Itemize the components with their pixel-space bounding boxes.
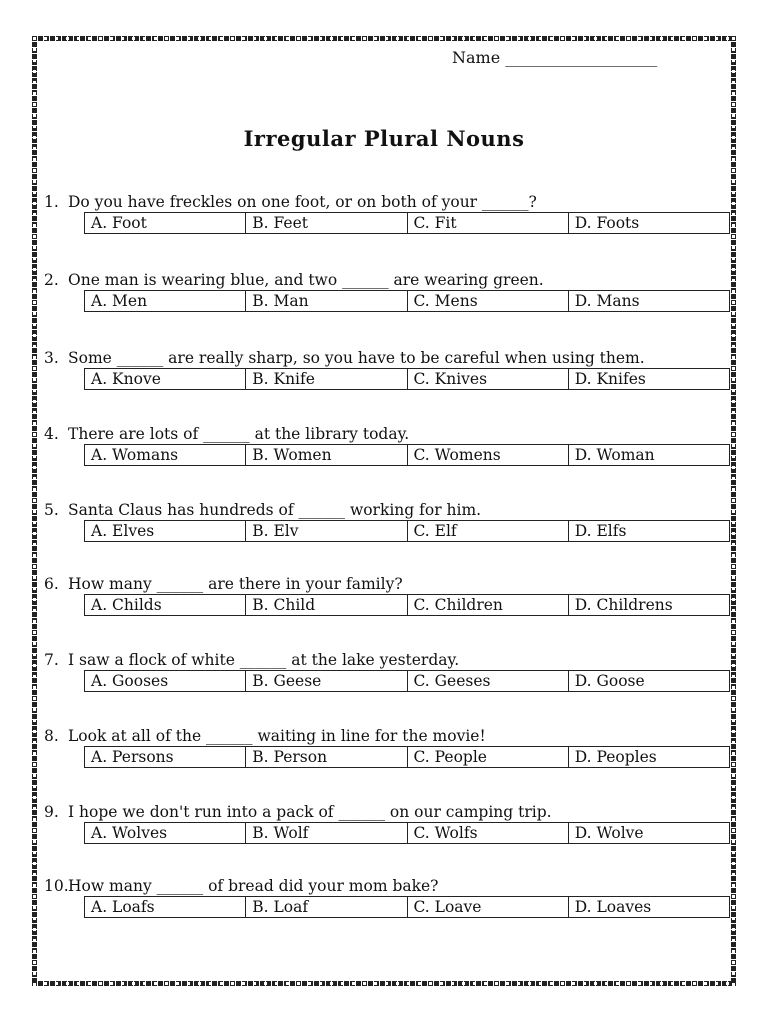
question-text: Santa Claus has hundreds of ______ working for him. [68, 501, 482, 519]
question-4 [44, 424, 734, 466]
answer-choices [84, 444, 730, 466]
choice-c[interactable]: C. Knives [408, 369, 569, 389]
choice-d[interactable]: D. Foots [574, 214, 640, 232]
question-number: 8. [44, 727, 59, 745]
choice-a[interactable]: A. Elves [85, 521, 246, 541]
choice-a[interactable]: A. Womans [85, 445, 246, 465]
choice-d[interactable]: D. Woman [574, 446, 655, 464]
question-text: There are lots of ______ at the library today. [68, 425, 410, 443]
choice-a[interactable]: A. Persons [85, 747, 246, 767]
question-prompt [44, 348, 734, 368]
question-number: 6. [44, 575, 59, 593]
question-text: Do you have freckles on one foot, or on both of your ______? [68, 193, 537, 211]
question-prompt [44, 192, 734, 212]
choice-b[interactable]: B. Person [246, 747, 407, 767]
question-text: I hope we don't run into a pack of ______ on our camping trip. [68, 803, 552, 821]
question-text: Look at all of the ______ waiting in line for the movie! [68, 727, 486, 745]
choice-c[interactable]: C. Fit [408, 213, 569, 233]
answer-choices [84, 746, 730, 768]
choice-d[interactable]: D. Goose [574, 672, 645, 690]
answer-choices [84, 896, 730, 918]
question-number: 7. [44, 651, 59, 669]
choice-b[interactable]: B. Women [246, 445, 407, 465]
choice-c[interactable]: C. Geeses [408, 671, 569, 691]
question-prompt [44, 802, 734, 822]
choice-d[interactable]: D. Elfs [574, 522, 627, 540]
question-1 [44, 192, 734, 234]
question-8 [44, 726, 734, 768]
choice-a[interactable]: A. Men [85, 291, 246, 311]
question-text: Some ______ are really sharp, so you have to be careful when using them. [68, 349, 645, 367]
choice-d[interactable]: D. Knifes [574, 370, 646, 388]
border-left [32, 36, 37, 986]
choice-d[interactable]: D. Wolve [574, 824, 644, 842]
question-prompt [44, 424, 734, 444]
question-text: One man is wearing blue, and two ______ are wearing green. [68, 271, 544, 289]
border-top [32, 36, 736, 41]
choice-b[interactable]: B. Geese [246, 671, 407, 691]
question-text: How many ______ of bread did your mom bake? [68, 877, 439, 895]
question-prompt [44, 500, 734, 520]
question-number: 1. [44, 193, 59, 211]
choice-c[interactable]: C. Wolfs [408, 823, 569, 843]
choice-c[interactable]: C. Womens [408, 445, 569, 465]
question-text: How many ______ are there in your family? [68, 575, 403, 593]
question-9 [44, 802, 734, 844]
choice-b[interactable]: B. Knife [246, 369, 407, 389]
question-7 [44, 650, 734, 692]
question-number: 3. [44, 349, 59, 367]
choice-a[interactable]: A. Loafs [85, 897, 246, 917]
answer-choices [84, 290, 730, 312]
choice-c[interactable]: C. Mens [408, 291, 569, 311]
question-prompt [44, 270, 734, 290]
choice-c[interactable]: C. Loave [408, 897, 569, 917]
question-2 [44, 270, 734, 312]
question-prompt [44, 574, 734, 594]
choice-d[interactable]: D. Loaves [574, 898, 652, 916]
answer-choices [84, 212, 730, 234]
choice-b[interactable]: B. Loaf [246, 897, 407, 917]
worksheet-title: Irregular Plural Nouns [243, 126, 525, 151]
choice-d[interactable]: D. Peoples [574, 748, 657, 766]
choice-c[interactable]: C. Children [408, 595, 569, 615]
answer-choices [84, 594, 730, 616]
question-5 [44, 500, 734, 542]
answer-choices [84, 822, 730, 844]
question-number: 5. [44, 501, 59, 519]
question-10 [44, 876, 734, 918]
choice-d[interactable]: D. Mans [574, 292, 640, 310]
choice-b[interactable]: B. Man [246, 291, 407, 311]
question-3 [44, 348, 734, 390]
choice-b[interactable]: B. Wolf [246, 823, 407, 843]
choice-c[interactable]: C. People [408, 747, 569, 767]
question-number: 2. [44, 271, 59, 289]
question-prompt [44, 876, 734, 896]
border-bottom [32, 981, 736, 986]
choice-b[interactable]: B. Child [246, 595, 407, 615]
question-number: 4. [44, 425, 59, 443]
choice-b[interactable]: B. Feet [246, 213, 407, 233]
choice-d[interactable]: D. Childrens [574, 596, 673, 614]
choice-c[interactable]: C. Elf [408, 521, 569, 541]
choice-a[interactable]: A. Wolves [85, 823, 246, 843]
choice-a[interactable]: A. Knove [85, 369, 246, 389]
question-prompt [44, 650, 734, 670]
choice-b[interactable]: B. Elv [246, 521, 407, 541]
question-number: 9. [44, 803, 59, 821]
question-6 [44, 574, 734, 616]
answer-choices [84, 520, 730, 542]
answer-choices [84, 670, 730, 692]
question-prompt [44, 726, 734, 746]
choice-a[interactable]: A. Gooses [85, 671, 246, 691]
choice-a[interactable]: A. Childs [85, 595, 246, 615]
question-text: I saw a flock of white ______ at the lake yesterday. [68, 651, 460, 669]
choice-a[interactable]: A. Foot [85, 213, 246, 233]
answer-choices [84, 368, 730, 390]
question-number: 10. [44, 877, 69, 895]
name-field: Name ___________________ [452, 48, 658, 67]
